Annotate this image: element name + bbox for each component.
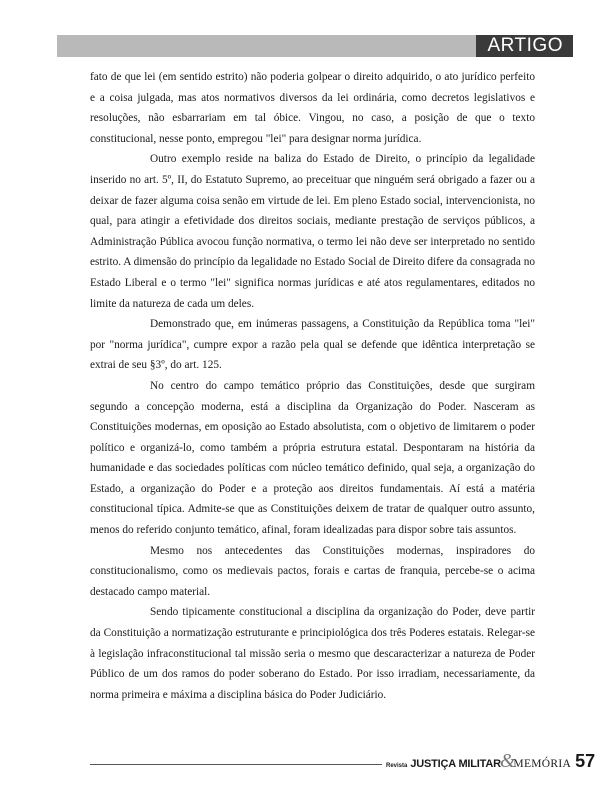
footer-memoria: MEMÓRIA (513, 758, 572, 770)
footer-journal-name: JUSTIÇA MILITAR (410, 758, 501, 770)
page-number: 57 (575, 751, 596, 771)
footer (386, 750, 595, 770)
footer-rule (90, 764, 382, 765)
footer-revista: Revista (386, 763, 408, 769)
paragraph: fato de que lei (em sentido estrito) não poderia golpear o direito adquirido, o ato jurídico perfeito e a coisa julgada, mas atos normativos diversos da lei ordinária, como decretos legislativos e resoluções, não esbarrariam em tal óbice. Vingou, no caso, a posição de que o texto constitucional, nesse ponto, empregou "lei" para designar norma jurídica. (90, 71, 535, 145)
article-body (90, 67, 535, 705)
paragraph: Sendo tipicamente constitucional a disciplina da organização do Poder, deve partir da Constituição a normatização estruturante e principiológica dos três Poderes estatais. Relegar-se à legislação infraconstitucional tal missão seria o mesmo que descaracterizar a natureza de Poder Público de um dos ramos do poder soberano do Estado. Por isso irradiam, necessariamente, da norma primeira e máxima a disciplina básica do Poder Judiciário. (90, 606, 535, 701)
section-label: ARTIGO (476, 35, 574, 57)
footer-ampersand: & (499, 750, 516, 772)
paragraph: Outro exemplo reside na baliza do Estado de Direito, o princípio da legalidade inserido no art. 5º, II, do Estatuto Supremo, ao preceituar que ninguém será obrigado a fazer ou a deixar de fazer alguma coisa senão em virtude de lei. Em pleno Estado social, intervencionista, no qual, para atingir a efetividade dos direitos sociais, mediante prestação de serviços públicos, a Administração Pública avocou função normativa, o termo lei não deve ser interpretado no sentido estrito. A dimensão do princípio da legalidade no Estado Social de Direito difere da consagrada no Estado Liberal e o termo "lei" significa normas jurídicas e até atos regulamentares, editados no limite da natureza de cada um deles. (90, 153, 535, 310)
paragraph: Mesmo nos antecedentes das Constituições modernas, inspiradores do constitucionalismo, como os medievais pactos, forais e cartas de franquia, percebe-se o acima destacado campo material. (90, 544, 535, 598)
paragraph: No centro do campo temático próprio das Constituições, desde que surgiram segundo a concepção moderna, está a disciplina da Organização do Poder. Nasceram as Constituições modernas, em oposição ao Estado absolutista, com o objetivo de limitarem o poder político e organizá-lo, como também a própria estrutura estatal. Despontaram na história da humanidade e das sociedades políticas com núcleo temático definido, qual seja, a organização do Estado, a organização do Poder e a proteção aos direitos fundamentais. Aí está a matéria constitucional típica. Admite-se que as Constituições deixem de tratar de qualquer outro assunto, menos do referido conjunto temático, afinal, foram idealizadas para dispor sobre tais assuntos. (90, 379, 535, 537)
paragraph: Demonstrado que, em inúmeras passagens, a Constituição da República toma "lei" por "norma jurídica", cumpre expor a razão pela qual se defende que idêntica interpretação se extrai de seu §3º, do art. 125. (90, 318, 535, 372)
